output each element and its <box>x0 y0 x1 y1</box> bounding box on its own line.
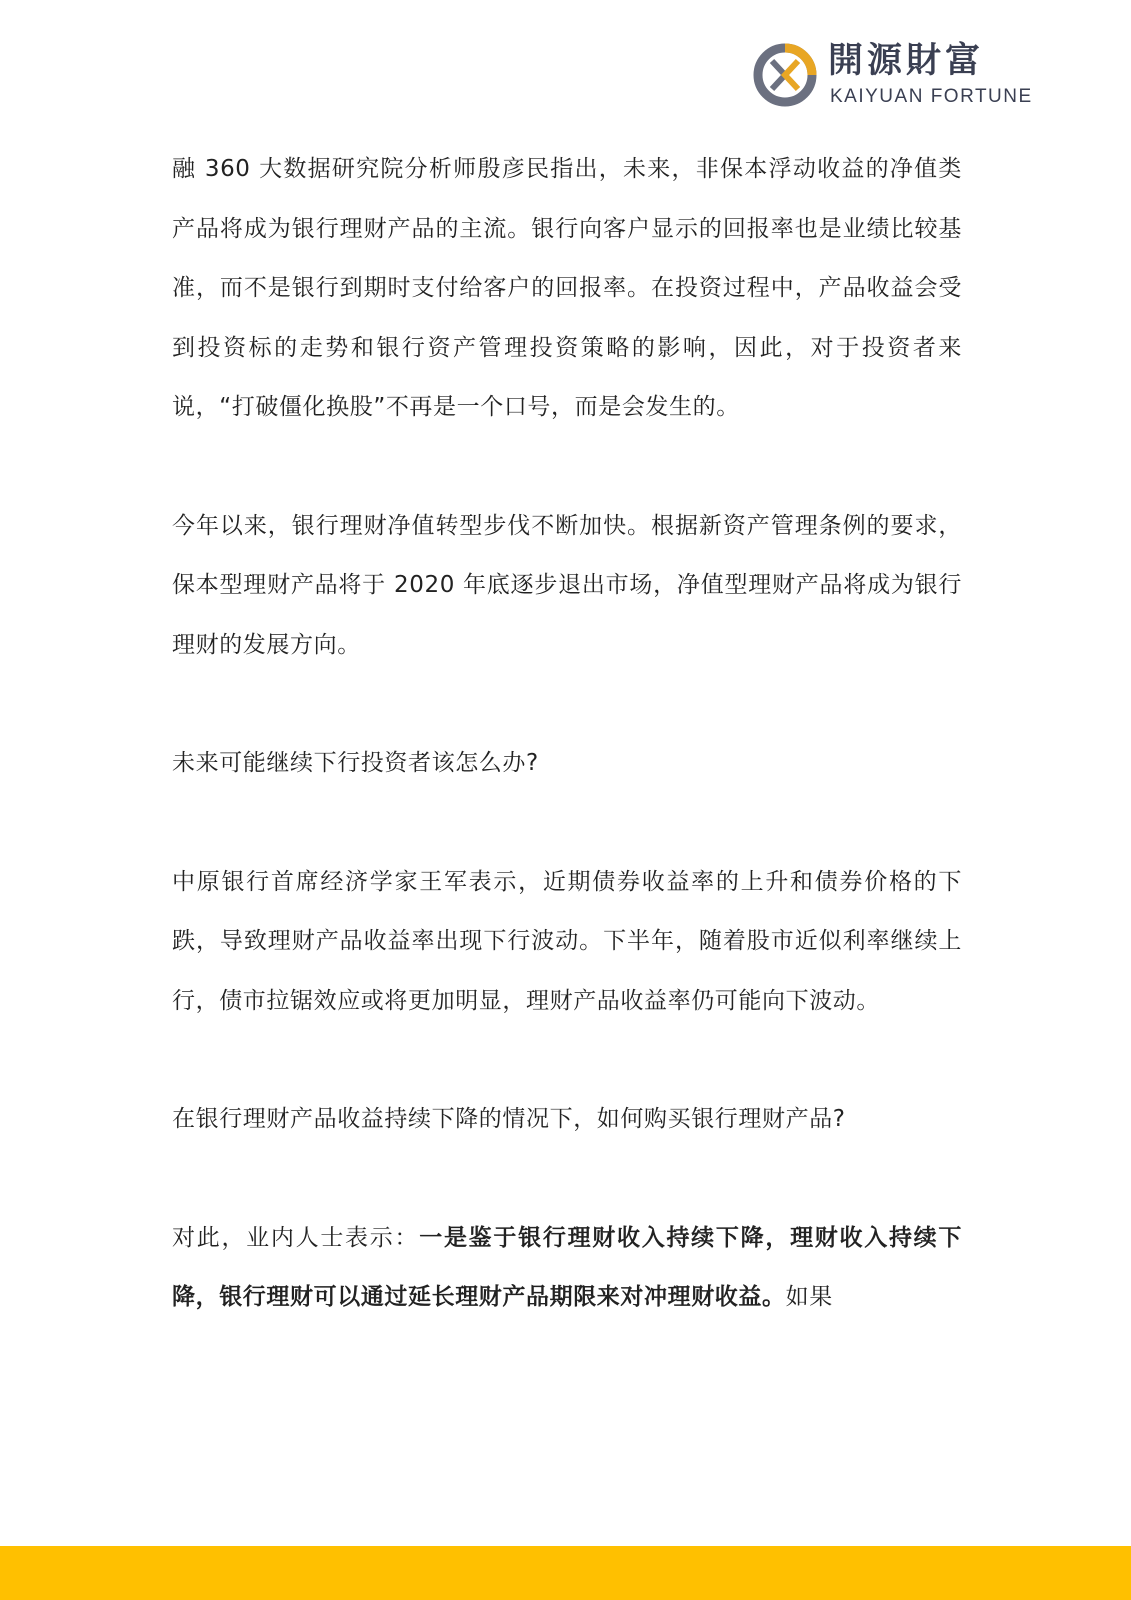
logo-english-name: KAIYUAN FORTUNE <box>830 86 1033 107</box>
paragraph-2: 今年以来，银行理财净值转型步伐不断加快。根据新资产管理条例的要求，保本型理财产品将于 2020 年底逐步退出市场，净值型理财产品将成为银行理财的发展方向。 <box>172 512 962 658</box>
paragraph-3: 未来可能继续下行投资者该怎么办? <box>172 750 539 776</box>
company-logo <box>752 40 1052 110</box>
paragraph-6-bold-text: 一是鉴于银行理财收入持续下降，理财收入持续下降，银行理财可以通过延长理财产品期限来对冲理财收益。 <box>172 1224 963 1310</box>
paragraph-1: 融 360 大数据研究院分析师殷彦民指出，未来，非保本浮动收益的净值类产品将成为银行理财产品的主流。银行向客户显示的回报率也是业绩比较基准，而不是银行到期时支付给客户的回报率。在投资过程中，产品收益会受到投资标的走势和银行资产管理投资策略的影响，因此，对于投资者来说，“打破僵化换股”不再是一个口号，而是会发生的。 <box>172 156 962 420</box>
paragraph-5: 在银行理财产品收益持续下降的情况下，如何购买银行理财产品? <box>172 1106 846 1132</box>
logo-chinese-name: 開源財富 <box>828 41 985 81</box>
paragraph-6-suffix: 如果 <box>785 1284 833 1310</box>
article-body <box>172 140 962 1328</box>
footer-bar <box>0 1546 1131 1600</box>
paragraph-6 <box>172 1209 962 1328</box>
paragraph-4: 中原银行首席经济学家王军表示，近期债券收益率的上升和债券价格的下跌，导致理财产品收益率出现下行波动。下半年，随着股市近似利率继续上行，债市拉锯效应或将更加明显，理财产品收益率仍可能向下波动。 <box>172 868 962 1014</box>
paragraph-6-prefix: 对此，业内人士表示： <box>172 1224 420 1251</box>
kaiyuan-logo-icon <box>752 42 818 108</box>
